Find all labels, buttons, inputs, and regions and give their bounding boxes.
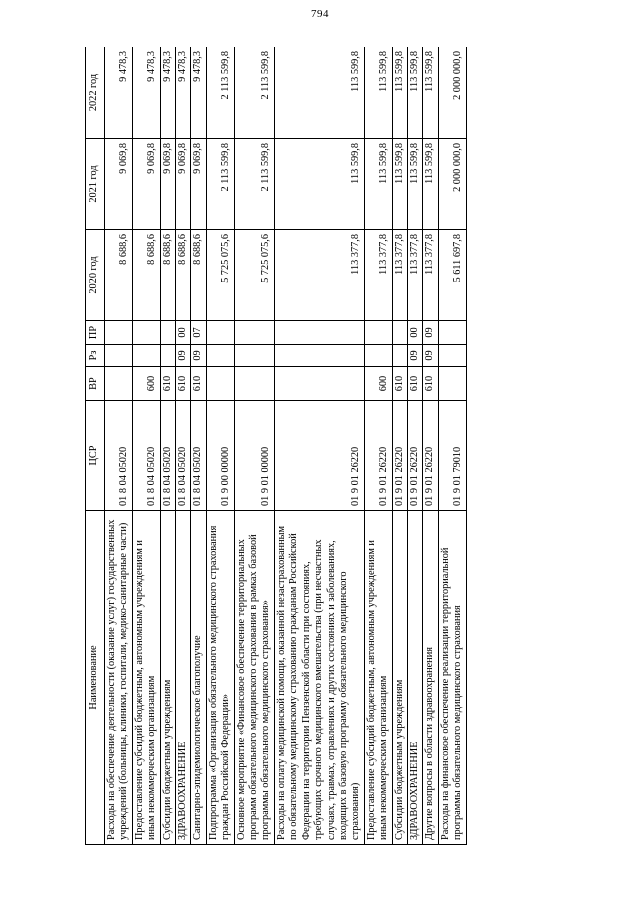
header-vr: ВР <box>86 367 105 401</box>
row-pr <box>438 321 466 345</box>
row-2021: 9 069,8 <box>132 139 160 230</box>
row-csr: 01 9 01 79010 <box>438 401 466 511</box>
row-pr <box>234 321 274 345</box>
row-pr: 07 <box>191 321 206 345</box>
row-name: Субсидии бюджетным учреждениям <box>392 511 407 845</box>
row-2020: 5 725 075,6 <box>206 230 234 321</box>
row-2021: 113 599,8 <box>392 139 407 230</box>
row-name: Предоставление субсидий бюджетным, автономным учреждениям и иным некоммерческим организациям <box>364 511 392 845</box>
row-csr: 01 9 01 26220 <box>423 401 438 511</box>
row-vr: 610 <box>392 367 407 401</box>
row-2021: 9 069,8 <box>160 139 175 230</box>
row-pr: 00 <box>176 321 191 345</box>
row-name: Другие вопросы в области здравоохранения <box>423 511 438 845</box>
row-name: ЗДРАВООХРАНЕНИЕ <box>176 511 191 845</box>
row-pr: 00 <box>407 321 422 345</box>
row-2022: 113 599,8 <box>274 47 364 139</box>
table-row <box>132 47 160 845</box>
row-csr: 01 9 01 26220 <box>274 401 364 511</box>
row-rz: 09 <box>407 345 422 367</box>
row-rz <box>274 345 364 367</box>
row-2021: 9 069,8 <box>176 139 191 230</box>
row-2021: 2 113 599,8 <box>234 139 274 230</box>
row-2022: 9 478,3 <box>160 47 175 139</box>
row-rz <box>206 345 234 367</box>
row-rz <box>132 345 160 367</box>
page-number: 794 <box>311 8 329 20</box>
row-2020: 113 377,8 <box>423 230 438 321</box>
row-2022: 2 000 000,0 <box>438 47 466 139</box>
row-2020: 8 688,6 <box>176 230 191 321</box>
header-pr: ПР <box>86 321 105 345</box>
rotated-table-area <box>85 47 582 845</box>
row-vr <box>105 367 133 401</box>
row-2021: 2 000 000,0 <box>438 139 466 230</box>
row-csr: 01 9 01 26220 <box>407 401 422 511</box>
header-rz: Рз <box>86 345 105 367</box>
row-2020: 8 688,6 <box>160 230 175 321</box>
row-name: Основное мероприятие «Финансовое обеспечение территориальных программ обязательного медицинского страхования в рамках базовой программы обязательного медицинского страхования» <box>234 511 274 845</box>
row-name: Предоставление субсидий бюджетным, автономным учреждениям и иным некоммерческим организациям <box>132 511 160 845</box>
row-vr: 600 <box>132 367 160 401</box>
row-pr <box>364 321 392 345</box>
table-row <box>392 47 407 845</box>
row-2020: 8 688,6 <box>191 230 206 321</box>
row-name: Расходы на обеспечение деятельности (оказание услуг) государственных учреждений (больницы, клиники, госпитали, медико-санитарные части) <box>105 511 133 845</box>
row-csr: 01 8 04 05020 <box>160 401 175 511</box>
row-rz <box>438 345 466 367</box>
row-vr <box>274 367 364 401</box>
row-2021: 113 599,8 <box>364 139 392 230</box>
table-row <box>105 47 133 845</box>
row-name: Субсидии бюджетным учреждениям <box>160 511 175 845</box>
row-2022: 2 113 599,8 <box>206 47 234 139</box>
header-csr: ЦСР <box>86 401 105 511</box>
row-vr: 610 <box>407 367 422 401</box>
row-2020: 8 688,6 <box>132 230 160 321</box>
row-rz <box>105 345 133 367</box>
row-vr: 610 <box>176 367 191 401</box>
row-pr <box>392 321 407 345</box>
row-2022: 113 599,8 <box>364 47 392 139</box>
row-name: Подпрограмма «Организация обязательного медицинского страхования граждан Российской Федерации» <box>206 511 234 845</box>
row-pr <box>105 321 133 345</box>
row-pr: 09 <box>423 321 438 345</box>
row-csr: 01 8 04 05020 <box>105 401 133 511</box>
row-pr <box>160 321 175 345</box>
table-header-row <box>86 47 105 845</box>
table-row <box>176 47 191 845</box>
row-pr <box>132 321 160 345</box>
header-2021: 2021 год <box>86 139 105 230</box>
row-rz: 09 <box>423 345 438 367</box>
row-2021: 9 069,8 <box>191 139 206 230</box>
row-name: Расходы на оплату медицинской помощи, оказанной незастрахованным по обязательному медицинскому страхованию гражданам Российской Федерации на территории Пензенской области при состояниях, требующих срочного медицинского вмешательства (при несчастных случаях, травмах, отравлениях и других состояниях и заболеваниях, входящих в базовую программу обязательного медицинского страхования) <box>274 511 364 845</box>
header-name: Наименование <box>86 511 105 845</box>
row-2020: 113 377,8 <box>274 230 364 321</box>
row-2021: 2 113 599,8 <box>206 139 234 230</box>
row-rz <box>234 345 274 367</box>
row-rz <box>160 345 175 367</box>
row-2022: 113 599,8 <box>407 47 422 139</box>
rotated-table-container <box>85 47 582 845</box>
row-2020: 113 377,8 <box>392 230 407 321</box>
row-csr: 01 8 04 05020 <box>176 401 191 511</box>
row-vr: 600 <box>364 367 392 401</box>
table-row <box>191 47 206 845</box>
row-name: ЗДРАВООХРАНЕНИЕ <box>407 511 422 845</box>
row-2020: 113 377,8 <box>407 230 422 321</box>
table-row <box>160 47 175 845</box>
row-2020: 8 688,6 <box>105 230 133 321</box>
row-rz <box>392 345 407 367</box>
row-vr <box>234 367 274 401</box>
row-name: Санитарно-эпидемиологическое благополучие <box>191 511 206 845</box>
header-2020: 2020 год <box>86 230 105 321</box>
table-row <box>234 47 274 845</box>
row-2022: 9 478,3 <box>176 47 191 139</box>
row-2022: 9 478,3 <box>132 47 160 139</box>
row-vr: 610 <box>160 367 175 401</box>
row-2022: 113 599,8 <box>423 47 438 139</box>
row-2021: 113 599,8 <box>423 139 438 230</box>
table-row <box>274 47 364 845</box>
row-name: Расходы на финансовое обеспечение реализации территориальной программы обязательного медицинского страхования <box>438 511 466 845</box>
row-csr: 01 8 04 05020 <box>132 401 160 511</box>
row-csr: 01 9 01 00000 <box>234 401 274 511</box>
row-2022: 9 478,3 <box>191 47 206 139</box>
row-csr: 01 9 00 00000 <box>206 401 234 511</box>
row-2020: 113 377,8 <box>364 230 392 321</box>
row-csr: 01 9 01 26220 <box>392 401 407 511</box>
row-vr <box>206 367 234 401</box>
row-csr: 01 9 01 26220 <box>364 401 392 511</box>
row-2021: 113 599,8 <box>274 139 364 230</box>
row-pr <box>206 321 234 345</box>
row-2021: 113 599,8 <box>407 139 422 230</box>
row-pr <box>274 321 364 345</box>
row-2022: 9 478,3 <box>105 47 133 139</box>
header-2022: 2022 год <box>86 47 105 139</box>
row-csr: 01 8 04 05020 <box>191 401 206 511</box>
table-row <box>438 47 466 845</box>
row-2021: 9 069,8 <box>105 139 133 230</box>
table-row <box>364 47 392 845</box>
row-2020: 5 611 697,8 <box>438 230 466 321</box>
row-rz: 09 <box>191 345 206 367</box>
row-rz: 09 <box>176 345 191 367</box>
row-2022: 2 113 599,8 <box>234 47 274 139</box>
row-2022: 113 599,8 <box>392 47 407 139</box>
row-vr: 610 <box>423 367 438 401</box>
row-2020: 5 725 075,6 <box>234 230 274 321</box>
row-rz <box>364 345 392 367</box>
row-vr <box>438 367 466 401</box>
table-row <box>206 47 234 845</box>
budget-table <box>85 47 467 845</box>
table-row <box>423 47 438 845</box>
table-row <box>407 47 422 845</box>
row-vr: 610 <box>191 367 206 401</box>
